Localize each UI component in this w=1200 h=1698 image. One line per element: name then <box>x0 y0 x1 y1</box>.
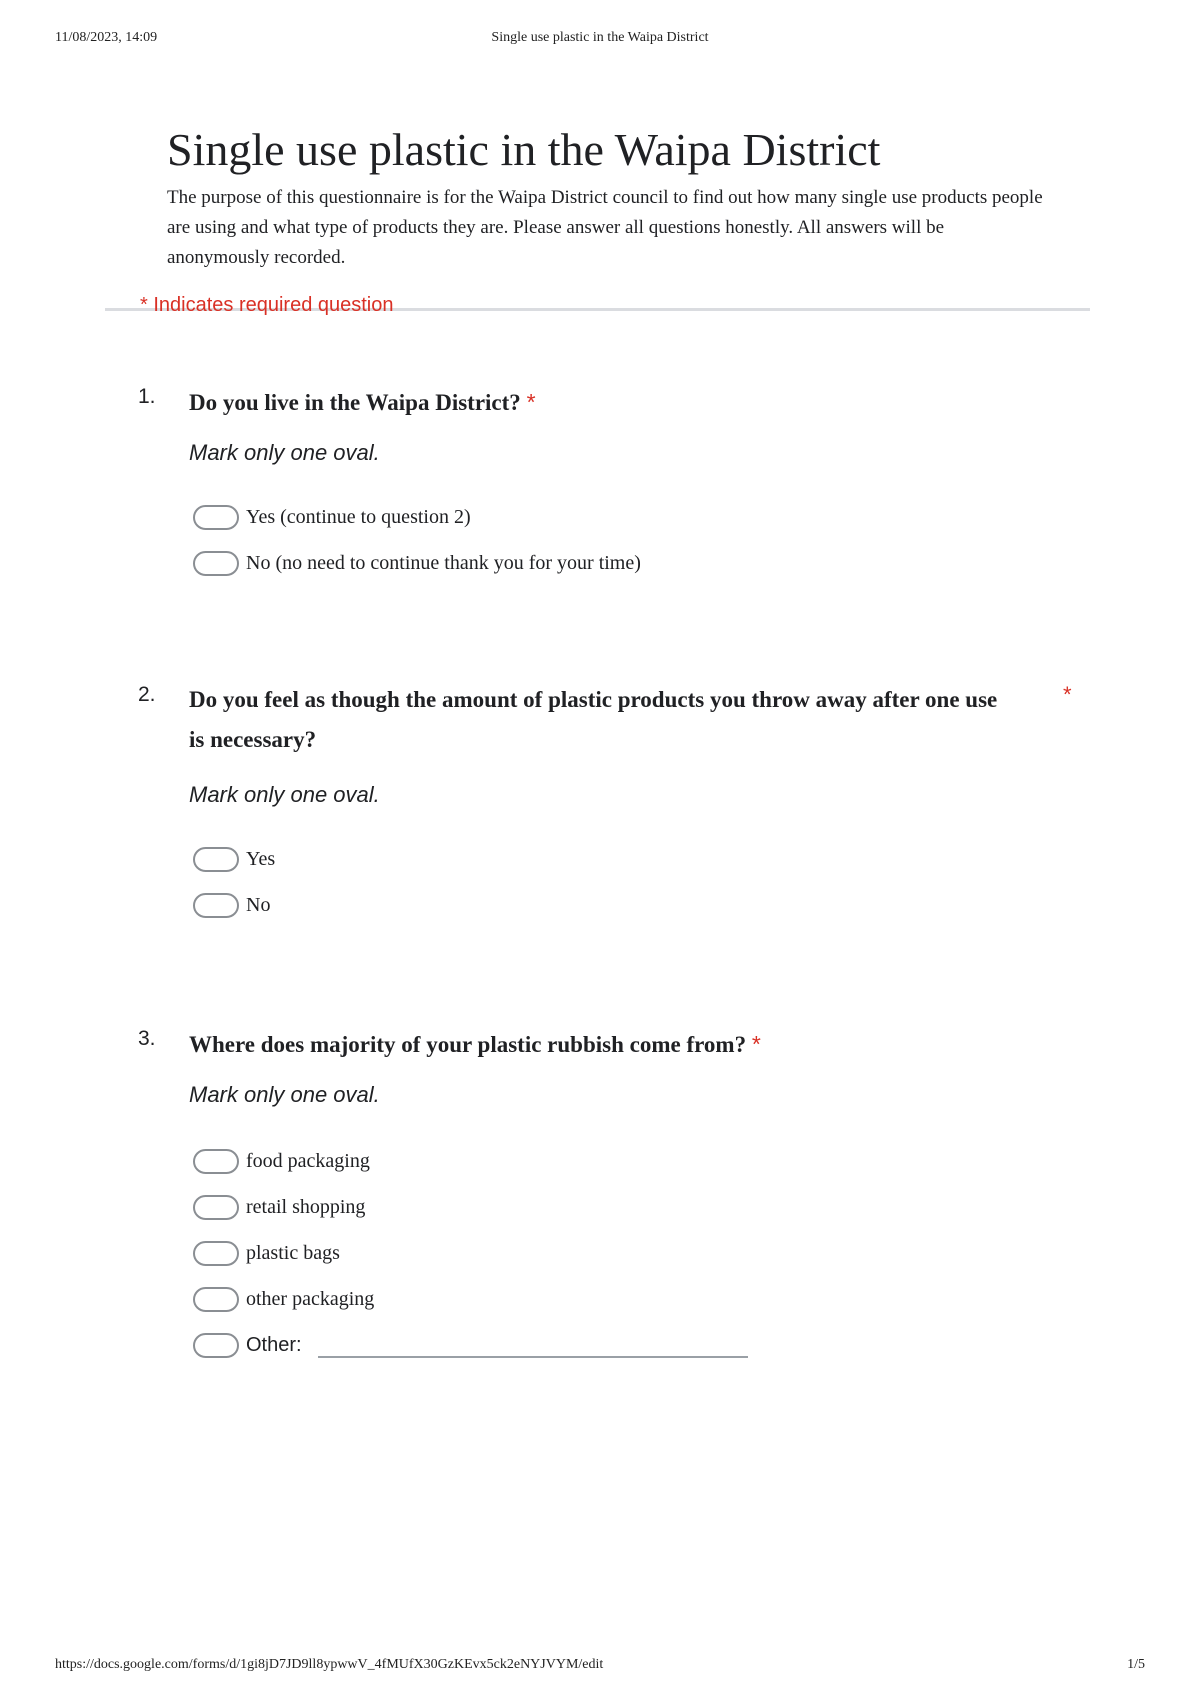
print-header-date: 11/08/2023, 14:09 <box>55 30 158 45</box>
required-note: * Indicates required question <box>140 294 394 316</box>
option-label: Yes (continue to question 2) <box>246 506 471 528</box>
radio-oval[interactable] <box>193 505 239 530</box>
radio-oval[interactable] <box>193 893 239 918</box>
form-description: The purpose of this questionnaire is for the Waipa District council to find out how many single use products people are using and what type of products they are. Please answer all questions honestly. All answers will be anonymously recorded. <box>167 187 1043 268</box>
required-star: * <box>1063 682 1072 707</box>
option-label: No (no need to continue thank you for your time) <box>246 552 641 574</box>
instruction-text: Mark only one oval. <box>189 1082 380 1107</box>
radio-oval[interactable] <box>193 1287 239 1312</box>
print-footer-url: https://docs.google.com/forms/d/1gi8jD7JD9ll8ypwwV_4fMUfX30GzKEvx5ck2eNYJVYM/edit <box>55 1657 604 1672</box>
instruction-text: Mark only one oval. <box>189 782 380 807</box>
option-no[interactable] <box>193 540 641 586</box>
question-text <box>189 1024 1029 1065</box>
question-text-label: Do you feel as though the amount of plastic products you throw away after one use is necessary? <box>189 687 998 752</box>
option-other-packaging[interactable] <box>193 1276 748 1322</box>
option-label: No <box>246 894 271 916</box>
radio-oval[interactable] <box>193 1333 239 1358</box>
option-label: retail shopping <box>246 1196 366 1218</box>
option-plastic-bags[interactable] <box>193 1230 748 1276</box>
option-label: Other: <box>246 1334 302 1356</box>
options-list <box>193 836 275 928</box>
option-other[interactable] <box>193 1322 748 1368</box>
option-label: Yes <box>246 848 276 870</box>
option-no[interactable] <box>193 882 275 928</box>
print-footer <box>55 1657 1145 1677</box>
option-label: other packaging <box>246 1288 375 1310</box>
print-header-title: Single use plastic in the Waipa District <box>491 30 709 45</box>
question-number: 3. <box>138 1027 156 1050</box>
option-yes[interactable] <box>193 494 641 540</box>
question-text <box>189 382 1029 423</box>
instruction-text: Mark only one oval. <box>189 440 380 465</box>
required-star: * <box>751 1031 761 1057</box>
radio-oval[interactable] <box>193 847 239 872</box>
option-yes[interactable] <box>193 836 275 882</box>
option-food-packaging[interactable] <box>193 1138 748 1184</box>
radio-oval[interactable] <box>193 551 239 576</box>
radio-oval[interactable] <box>193 1149 239 1174</box>
question-number: 1. <box>138 385 156 408</box>
radio-oval[interactable] <box>193 1195 239 1220</box>
required-star: * <box>526 389 536 415</box>
radio-oval[interactable] <box>193 1241 239 1266</box>
option-retail-shopping[interactable] <box>193 1184 748 1230</box>
option-label: plastic bags <box>246 1242 340 1264</box>
form-title: Single use plastic in the Waipa District <box>167 124 881 175</box>
question-text-label: Where does majority of your plastic rubbish come from? <box>189 1032 747 1057</box>
question-text-label: Do you live in the Waipa District? <box>189 390 521 415</box>
print-header <box>55 30 1145 50</box>
page-number: 1/5 <box>1127 1657 1145 1672</box>
question-text <box>189 680 1009 760</box>
options-list <box>193 1138 748 1368</box>
options-list <box>193 494 641 586</box>
question-number: 2. <box>138 683 156 706</box>
other-text-field[interactable] <box>318 1356 748 1358</box>
option-label: food packaging <box>246 1150 370 1172</box>
